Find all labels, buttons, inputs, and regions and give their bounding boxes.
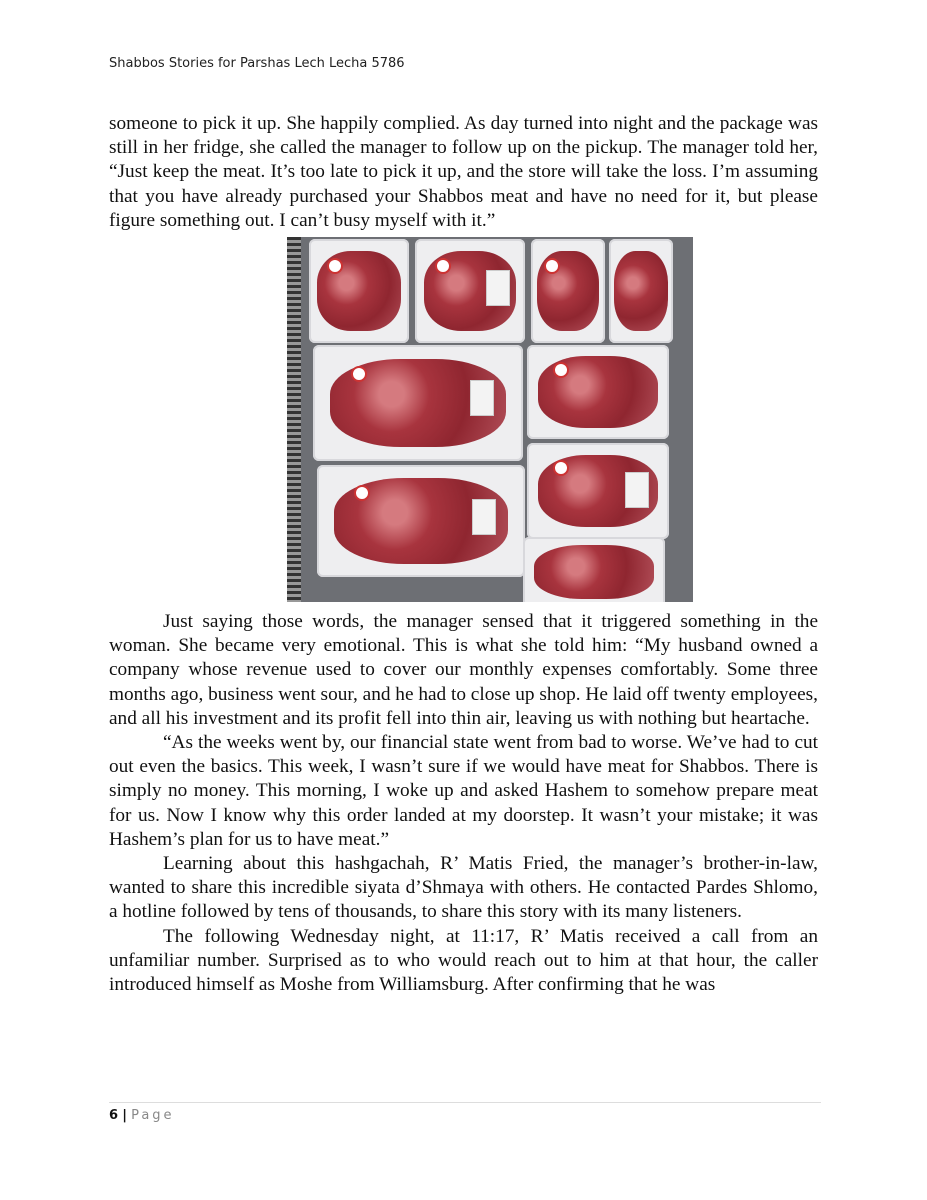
paragraph: someone to pick it up. She happily complied. As day turned into night and the package was still in her fridge, she called the manager to follow up on the pickup. The manager told her, “Just keep the meat. It’s too late to pick it up, and the store will take the loss. I’m assuming that you have already purchased your Shabbos meat and have no need for it, but please figure something out. I can’t busy myself with it.” [109, 113, 818, 231]
paragraph: Learning about this hashgachah, R’ Matis Fried, the manager’s brother-in-law, wanted to share this incredible siyata d’Shmaya with others. He contacted Pardes Shlomo, a hotline followed by tens of thousands, to share this story with its many listeners. [109, 853, 818, 923]
footer-divider [109, 1102, 821, 1103]
page-number: 6 [109, 1108, 119, 1123]
running-header: Shabbos Stories for Parshas Lech Lecha 5786 [109, 56, 405, 71]
footer-separator: | [122, 1108, 127, 1123]
page-label: Page [131, 1108, 175, 1123]
page-footer [109, 1108, 175, 1123]
paragraph: “As the weeks went by, our financial state went from bad to worse. We’ve had to cut out even the basics. This week, I wasn’t sure if we would have meat for Shabbos. There is simply no money. This morning, I woke up and asked Hashem to somehow prepare meat for us. Now I know why this order landed at my doorstep. It wasn’t your mistake; it was Hashem’s plan for us to have meat.” [109, 732, 818, 850]
page-body [109, 112, 818, 997]
meat-packages-photo [287, 237, 693, 602]
paragraph: The following Wednesday night, at 11:17, R’ Matis received a call from an unfamiliar number. Surprised as to who would reach out to him at that hour, the caller introduced himself as Moshe from Williamsburg. After confirming that he was [109, 925, 818, 996]
paragraph: Just saying those words, the manager sensed that it triggered something in the woman. She became very emotional. This is what she told him: “My husband owned a company whose revenue used to cover our monthly expenses comfortably. Some three months ago, business went sour, and he had to close up shop. He laid off twenty employees, and all his investment and its profit fell into thin air, leaving us with nothing but heartache. [109, 611, 818, 729]
shelf-rail [287, 237, 301, 602]
